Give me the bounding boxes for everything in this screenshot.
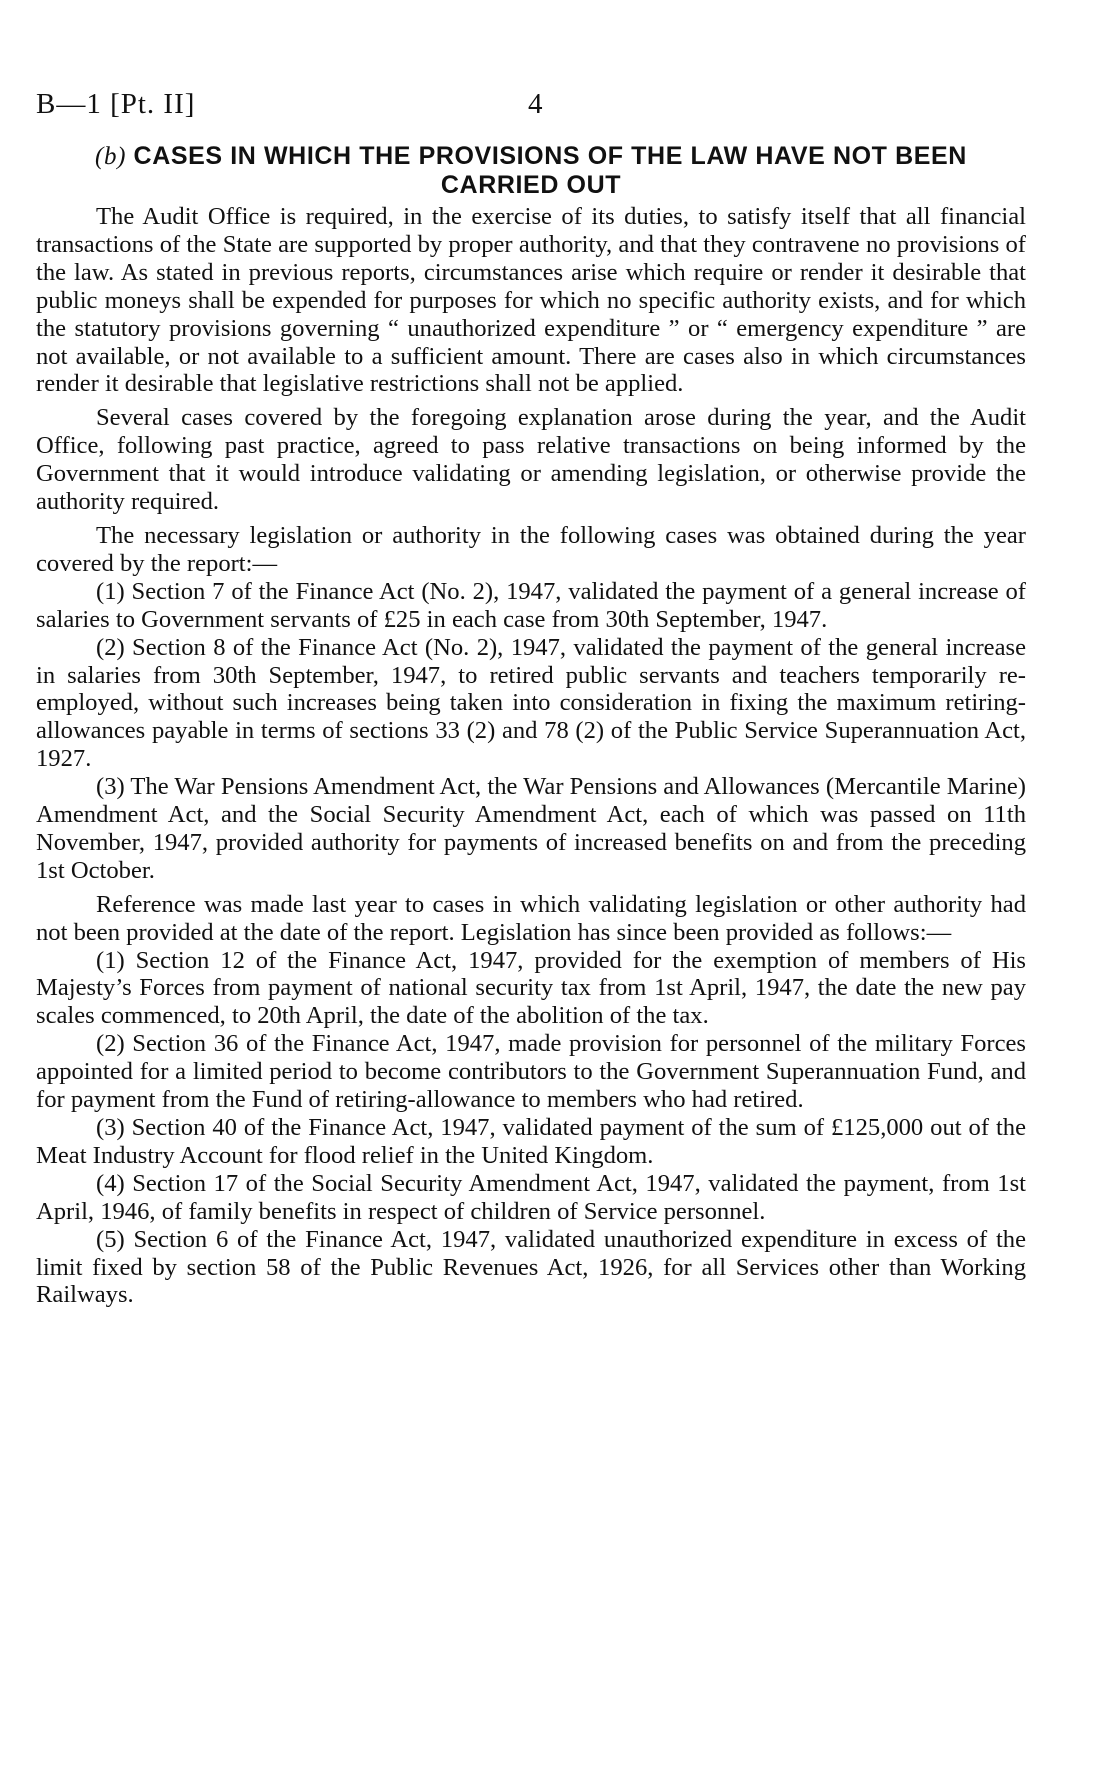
list-item: (2) Section 8 of the Finance Act (No. 2), 1947, validated the payment of the general increase in salaries from 30th September, 1947, to retired public servants and teachers temporarily re-employed, without such increases being taken into consideration in fixing the maximum retiring-allowances payable in terms of sections 33 (2) and 78 (2) of the Public Service Superannuation Act, 1927. [36, 633, 1026, 773]
page-number: 4 [528, 88, 543, 120]
paragraph-reference: Reference was made last year to cases in which validating legislation or other authority had not been provided at the date of the report. Legislation has since been provided as follows:— [36, 890, 1026, 946]
list-item: (4) Section 17 of the Social Security Amendment Act, 1947, validated the payment, from 1st April, 1946, of family benefits in respect of children of Service personnel. [36, 1169, 1026, 1225]
list-item: (1) Section 7 of the Finance Act (No. 2), 1947, validated the payment of a general increase of salaries to Government servants of £25 in each case from 30th September, 1947. [36, 577, 1026, 633]
list-item: (3) Section 40 of the Finance Act, 1947, validated payment of the sum of £125,000 out of the Meat Industry Account for flood relief in the United Kingdom. [36, 1114, 1026, 1169]
paragraph-cases: Several cases covered by the foregoing explanation arose during the year, and the Audit Office, following past practice, agreed to pass relative transactions on being informed by the Government that it would introduce validating or amending legislation, or otherwise provide the authority required. [36, 404, 1026, 516]
paragraph-intro: The Audit Office is required, in the exercise of its duties, to satisfy itself that all financial transactions of the State are supported by proper authority, and that they contravene no provisions of the law. As stated in previous reports, circumstances arise which require or render it desirable that public moneys shall be expended for purposes for which no specific authority exists, and for which the statutory provisions governing “ unauthorized expenditure ” or “ emergency expenditure ” are not available, or not available to a sufficient amount. There are cases also in which circumstances render it desirable that legislative restrictions shall not be applied. [36, 203, 1026, 398]
section-title: CASES IN WHICH THE PROVISIONS OF THE LAW HAVE NOT BEEN CARRIED OUT [133, 142, 967, 199]
list-item: (3) The War Pensions Amendment Act, the War Pensions and Allowances (Mercantile Marine) Amendment Act, and the Social Security Amendment Act, each of which was passed on 11th November, 1947, provided authority for payments of increased benefits on and from the preceding 1st October. [36, 773, 1026, 884]
document-page [36, 88, 1026, 1309]
list-item: (2) Section 36 of the Finance Act, 1947, made provision for personnel of the military Forces appointed for a limited period to become contributors to the Government Superannuation Fund, and for payment from the Fund of retiring-allowance to members who had retired. [36, 1030, 1026, 1114]
page-header [36, 88, 1026, 122]
paragraph-obtained: The necessary legislation or authority in the following cases was obtained during the year covered by the report:— [36, 521, 1026, 577]
list-item: (5) Section 6 of the Finance Act, 1947, validated unauthorized expenditure in excess of the limit fixed by section 58 of the Public Revenues Act, 1926, for all Services other than Working Railways. [36, 1225, 1026, 1309]
list-item: (1) Section 12 of the Finance Act, 1947, provided for the exemption of members of His Majesty’s Forces from payment of national security tax from 1st April, 1947, the date the new pay scales commenced, to 20th April, the date of the abolition of the tax. [36, 946, 1026, 1030]
body-text [36, 203, 1026, 1309]
document-reference: B—1 [Pt. II] [36, 88, 196, 120]
section-label: (b) [95, 143, 126, 170]
section-heading [36, 142, 1026, 199]
